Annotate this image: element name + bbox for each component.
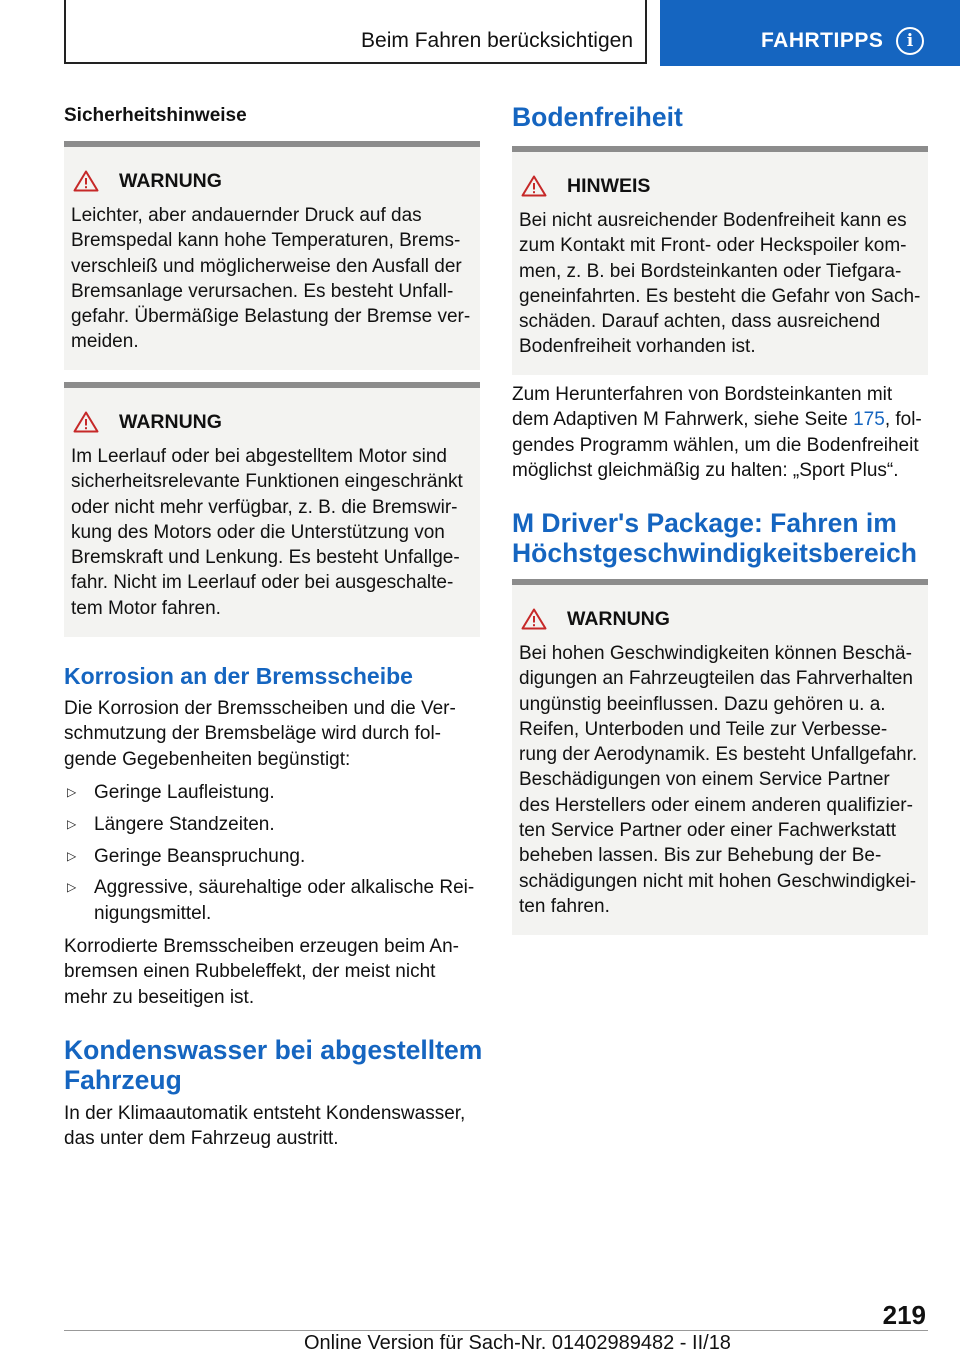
text-line: das unter dem Fahrzeug austritt. [64, 1128, 339, 1150]
triangle-bullet-icon: ▷ [67, 880, 77, 895]
header-chapter-tab[interactable] [660, 0, 960, 66]
list-item-text: Längere Standzeiten. [94, 813, 275, 835]
warning-box-1 [64, 141, 480, 370]
triangle-bullet-icon: ▷ [67, 816, 77, 831]
notice-box-head [521, 174, 650, 198]
text-line: digungen an Fahrzeugteilen das Fahrverhalten [519, 668, 913, 690]
text-line: schädigungen nicht mit hohen Geschwindigkei- [519, 870, 917, 892]
text-line: Zum Herunterfahren von Bordsteinkanten mit [512, 384, 893, 405]
text-line: Bei hohen Geschwindigkeiten können Beschä- [519, 643, 912, 664]
list-item [64, 780, 484, 805]
list-item-text: nigungsmittel. [94, 902, 212, 924]
text-line: beheben lassen. Bis zur Behebung der Be- [519, 845, 882, 867]
notice-box-text [519, 208, 924, 360]
triangle-bullet-icon: ▷ [67, 785, 77, 799]
warning-box-3-head [521, 607, 670, 631]
text-line: meiden. [71, 331, 139, 353]
text-fragment: , fol- [884, 409, 922, 431]
page-reference-link[interactable]: 175 [853, 409, 885, 431]
warning-box-3 [512, 579, 928, 935]
warning-box-1-head [73, 169, 222, 193]
corrosion-outro [64, 934, 484, 1010]
corrosion-heading: Korrosion an der Bremsscheibe [64, 663, 413, 689]
ground-clearance-paragraph [512, 382, 932, 483]
corrosion-bullet-list [64, 780, 484, 932]
warning-box-3-text [519, 641, 924, 919]
corrosion-intro [64, 696, 484, 772]
text-line: oder nicht mehr verfügbar, z. B. die Bremswir- [71, 496, 458, 518]
m-drivers-package-heading [512, 508, 917, 568]
heading-line: Fahrzeug [64, 1065, 182, 1095]
text-line: Bremskraft und Lenkung. Es besteht Unfallge- [71, 547, 460, 569]
list-item-text: Geringe Laufleistung. [94, 782, 275, 803]
condensation-heading [64, 1035, 482, 1095]
text-line: des Herstellers oder einem anderen qualifizier- [519, 794, 913, 816]
safety-notes-title: Sicherheitshinweise [64, 105, 247, 126]
text-line: ten fahren. [519, 895, 610, 917]
condensation-text [64, 1101, 484, 1152]
list-item-text: Geringe Beanspruchung. [94, 845, 306, 867]
text-line: mehr zu beseitigen ist. [64, 986, 255, 1008]
text-line: bremsen einen Rubbeleffekt, der meist nicht [64, 961, 436, 983]
notice-box [512, 146, 928, 375]
text-line: Im Leerlauf oder bei abgestelltem Motor sind [71, 446, 447, 467]
text-line: geneinfahrten. Es besteht die Gefahr von Sach- [519, 285, 921, 307]
text-line: Bremsanlage verursachen. Es besteht Unfall- [71, 280, 454, 302]
page-number: 219 [882, 1300, 926, 1330]
text-line: Korrodierte Bremsscheiben erzeugen beim An- [64, 936, 459, 957]
text-fragment: dem Adaptiven M Fahrwerk, siehe Seite [512, 409, 854, 431]
text-line: Beschädigungen von einem Service Partner [519, 769, 890, 791]
text-line: ungünstig beeinflussen. Dazu gehören u. a. [519, 693, 886, 715]
text-line: schmutzung der Bremsbeläge wird durch fol- [64, 723, 442, 745]
header-section-box [64, 0, 647, 64]
text-line: sicherheitsrelevante Funktionen eingeschränkt [71, 471, 463, 493]
ground-clearance-heading: Bodenfreiheit [512, 102, 683, 132]
warning-triangle-icon [521, 175, 547, 197]
warning-box-2 [64, 382, 480, 637]
text-line: Bremspedal kann hohe Temperaturen, Brems- [71, 230, 461, 252]
text-line: zum Kontakt mit Front- oder Heckspoiler kom- [519, 235, 907, 257]
heading-line: Höchstgeschwindigkeitsbereich [512, 538, 917, 568]
list-item [64, 812, 484, 837]
warning-box-2-head [73, 410, 222, 434]
footer-divider [64, 1330, 928, 1331]
notice-keyword: HINWEIS [567, 174, 651, 197]
text-line: Leichter, aber andauernder Druck auf das [71, 205, 422, 226]
header-section-label: Beim Fahren berücksichtigen [361, 29, 633, 52]
header-chapter-label: FAHRTIPPS [761, 29, 884, 52]
text-line: tem Motor fahren. [71, 597, 221, 619]
text-line: Die Korrosion der Bremsscheiben und die Ver- [64, 698, 456, 719]
text-line: schäden. Darauf achten, dass ausreichend [519, 311, 881, 333]
list-item [64, 875, 484, 926]
warning-box-2-text [71, 444, 476, 621]
info-icon[interactable]: i [896, 27, 924, 55]
warning-keyword: WARNUNG [567, 607, 670, 630]
text-line: Reifen, Unterboden und Teile zur Verbesse- [519, 718, 888, 740]
warning-triangle-icon [73, 411, 99, 433]
text-line: gende Gegebenheiten begünstigt: [64, 748, 351, 770]
warning-triangle-icon [521, 608, 547, 630]
text-line: möglichst gleichmäßig zu halten: „Sport Plus“. [512, 459, 899, 481]
text-line: gefahr. Übermäßige Belastung der Bremse ver- [71, 306, 471, 328]
warning-keyword: WARNUNG [119, 410, 222, 433]
text-line [512, 407, 932, 432]
list-item [64, 844, 484, 869]
list-item-text: Aggressive, säurehaltige oder alkalische Rei- [94, 877, 475, 899]
warning-box-1-text [71, 203, 476, 355]
text-line: fahr. Nicht im Leerlauf oder bei ausgeschalte- [71, 572, 454, 594]
text-line: Bodenfreiheit vorhanden ist. [519, 336, 756, 358]
heading-line: Kondenswasser bei abgestelltem [64, 1035, 483, 1065]
text-line: gendes Programm wählen, um die Bodenfreiheit [512, 434, 919, 456]
text-line: kung des Motors oder die Unterstützung von [71, 521, 445, 543]
text-line: men, z. B. bei Bordsteinkanten oder Tiefgara- [519, 260, 902, 282]
text-line: rung der Aerodynamik. Es besteht Unfallgefahr. [519, 744, 918, 766]
warning-triangle-icon [73, 170, 99, 192]
warning-keyword: WARNUNG [119, 169, 222, 192]
text-line: verschleiß und möglicherweise den Ausfall der [71, 255, 462, 277]
text-line: Bei nicht ausreichender Bodenfreiheit kann es [519, 210, 907, 231]
text-line: In der Klimaautomatik entsteht Kondenswasser, [64, 1103, 466, 1124]
heading-line: M Driver's Package: Fahren im [512, 508, 897, 538]
text-line: ten Service Partner oder einer Fachwerkstatt [519, 820, 897, 842]
triangle-bullet-icon: ▷ [67, 848, 77, 863]
footer-online-version: Online Version für Sach-Nr. 01402989482 - II/18 [304, 1332, 731, 1354]
